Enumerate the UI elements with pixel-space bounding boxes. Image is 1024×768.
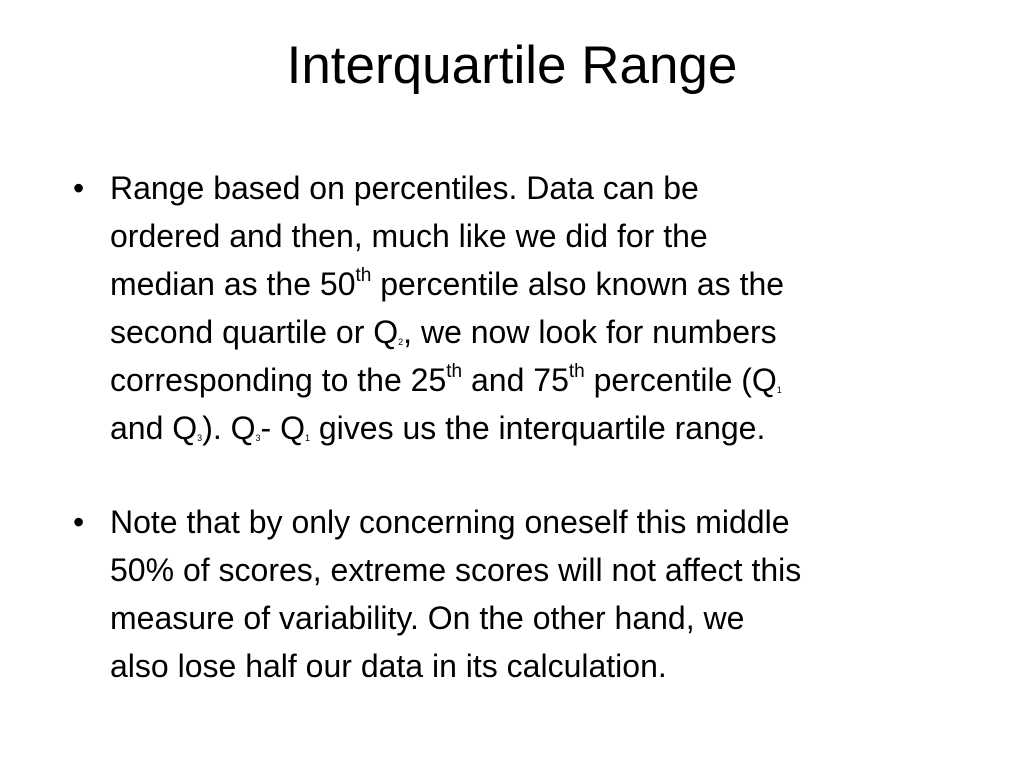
slide-title: Interquartile Range [286, 36, 738, 95]
text-line [110, 594, 983, 642]
text-run: and 75 [462, 362, 569, 398]
bullet-item-iqr-note [73, 498, 983, 690]
text-run: Note that by only concerning oneself this middle [110, 504, 790, 540]
text-run: median as the 50 [110, 266, 356, 302]
text-run: percentile also known as the [371, 266, 785, 302]
quartile-subscript: 1 [776, 385, 782, 395]
text-line [110, 164, 983, 212]
text-line [110, 260, 983, 308]
ordinal-superscript: th [446, 361, 463, 382]
quartile-subscript: 2 [398, 337, 404, 347]
text-run: ordered and then, much like we did for the [110, 218, 708, 254]
text-line [110, 546, 983, 594]
text-run: , we now look for numbers [403, 314, 777, 350]
text-run: measure of variability. On the other hand, we [110, 600, 745, 636]
text-line [110, 308, 983, 356]
text-line [110, 498, 983, 546]
quartile-subscript: 3 [255, 433, 261, 443]
text-line [110, 404, 983, 452]
text-run: and Q [110, 410, 198, 446]
text-run: - Q [260, 410, 305, 446]
bullet-dot: • [73, 170, 85, 206]
quartile-subscript: 3 [197, 433, 203, 443]
bullet-item-iqr-definition [73, 164, 983, 452]
text-run: corresponding to the 25 [110, 362, 447, 398]
text-run: gives us the interquartile range. [309, 410, 766, 446]
ordinal-superscript: th [568, 361, 585, 382]
text-line [110, 356, 983, 404]
text-run: also lose half our data in its calculation. [110, 648, 667, 684]
text-run: percentile (Q [584, 362, 777, 398]
quartile-subscript: 1 [304, 433, 310, 443]
bullet-list [73, 164, 983, 690]
bullet-dot: • [73, 504, 85, 540]
text-line [110, 642, 983, 690]
text-line [110, 212, 983, 260]
text-run: second quartile or Q [110, 314, 399, 350]
ordinal-superscript: th [355, 265, 372, 286]
text-run: ). Q [202, 410, 256, 446]
text-run: 50% of scores, extreme scores will not affect this [110, 552, 802, 588]
text-run: Range based on percentiles. Data can be [110, 170, 699, 206]
